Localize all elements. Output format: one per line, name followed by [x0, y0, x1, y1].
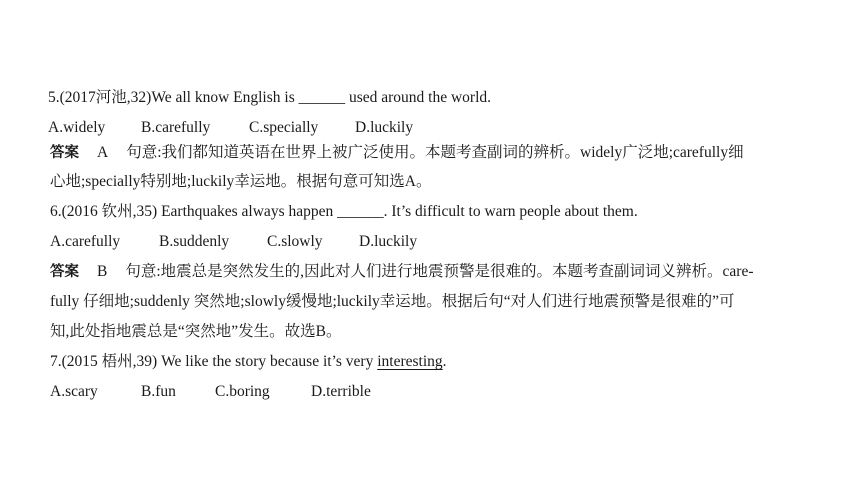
- explanation-line: 句意:我们都知道英语在世界上被广泛使用。本题考查副词的辨析。widely广泛地;carefully细: [126, 144, 744, 161]
- option-a: A.carefully: [50, 233, 121, 250]
- answer-letter: A: [97, 144, 109, 161]
- question-7-stem: [50, 351, 447, 373]
- question-6-options: [50, 231, 417, 253]
- answer-6: [50, 261, 754, 283]
- question-5-options: [48, 117, 413, 139]
- explanation-line: 句意:地震总是突然发生的,因此对人们进行地震预警是很难的。本题考查副词词义辨析。care-: [125, 263, 754, 280]
- explanation-line: fully 仔细地;suddenly 突然地;slowly缓慢地;luckily幸运地。根据后句“对人们进行地震预警是很难的”可: [50, 293, 735, 310]
- answer-label: 答案: [50, 145, 79, 161]
- question-5-stem: 5.(2017河池,32)We all know English is ______ used around the world.: [48, 89, 492, 106]
- stem-punctuation: .: [442, 353, 447, 370]
- option-b: B.suddenly: [159, 233, 230, 250]
- answer-5: [50, 142, 744, 164]
- question-7-options: [50, 381, 371, 403]
- option-c: C.boring: [215, 383, 270, 400]
- option-b: B.fun: [141, 383, 176, 400]
- answer-letter: B: [97, 263, 108, 280]
- option-c: C.slowly: [267, 233, 323, 250]
- explanation-line: 知,此处指地震总是“突然地”发生。故选B。: [50, 323, 342, 340]
- underlined-word: interesting: [377, 353, 443, 370]
- option-a: A.scary: [50, 383, 98, 400]
- question-6-stem: 6.(2016 钦州,35) Earthquakes always happen ______. It’s difficult to warn people about them.: [50, 203, 638, 220]
- option-a: A.widely: [48, 119, 106, 136]
- explanation-line: 心地;specially特别地;luckily幸运地。根据句意可知选A。: [50, 173, 432, 190]
- stem-text: 7.(2015 梧州,39) We like the story because it’s very: [50, 353, 378, 370]
- option-d: D.luckily: [355, 119, 414, 136]
- option-d: D.luckily: [359, 233, 418, 250]
- option-d: D.terrible: [311, 383, 371, 400]
- option-b: B.carefully: [141, 119, 211, 136]
- answer-label: 答案: [50, 264, 79, 280]
- option-c: C.specially: [249, 119, 319, 136]
